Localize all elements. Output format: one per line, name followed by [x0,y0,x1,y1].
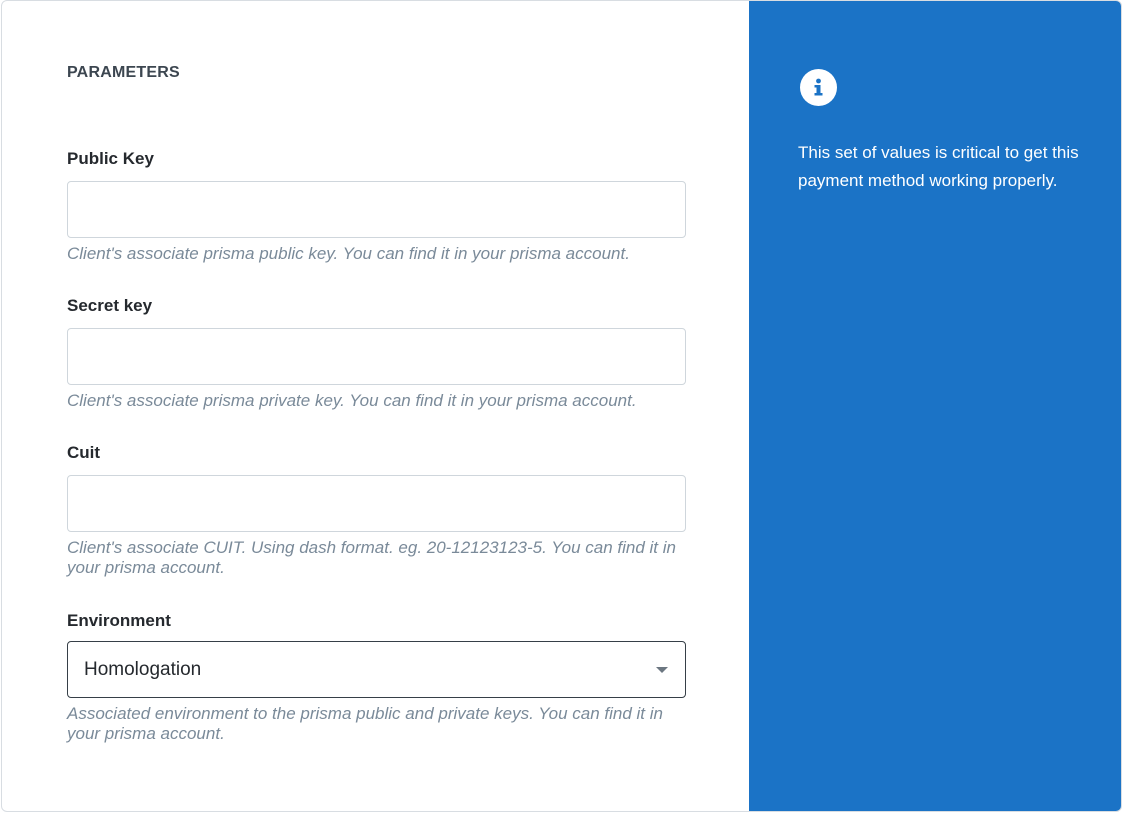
cuit-label: Cuit [67,443,101,462]
secret-key-label: Secret key [67,296,153,315]
cuit-input[interactable] [67,475,686,532]
info-text: This set of values is critical to get this payment method working properly. [798,143,1079,190]
public-key-field [67,148,686,264]
chevron-down-icon [656,667,668,673]
section-title: PARAMETERS [67,64,180,81]
environment-field [67,610,686,744]
public-key-label: Public Key [67,149,154,168]
public-key-help: Client's associate prisma public key. You can find it in your prisma account. [67,244,630,263]
environment-label: Environment [67,611,171,630]
info-icon-glyph [800,69,837,106]
environment-selected-value: Homologation [84,659,202,680]
environment-help: Associated environment to the prisma public and private keys. You can find it in your prisma account. [67,704,663,743]
payment-settings-card [1,0,1122,812]
secret-key-help: Client's associate prisma private key. You can find it in your prisma account. [67,391,637,410]
info-panel [749,1,1122,811]
parameters-form [2,1,749,811]
secret-key-field [67,295,686,411]
secret-key-input[interactable] [67,328,686,385]
cuit-help: Client's associate CUIT. Using dash format. eg. 20-12123123-5. You can find it in your prisma account. [67,538,676,577]
public-key-input[interactable] [67,181,686,238]
environment-select[interactable] [67,641,686,698]
cuit-field [67,442,686,578]
info-icon [800,69,837,106]
